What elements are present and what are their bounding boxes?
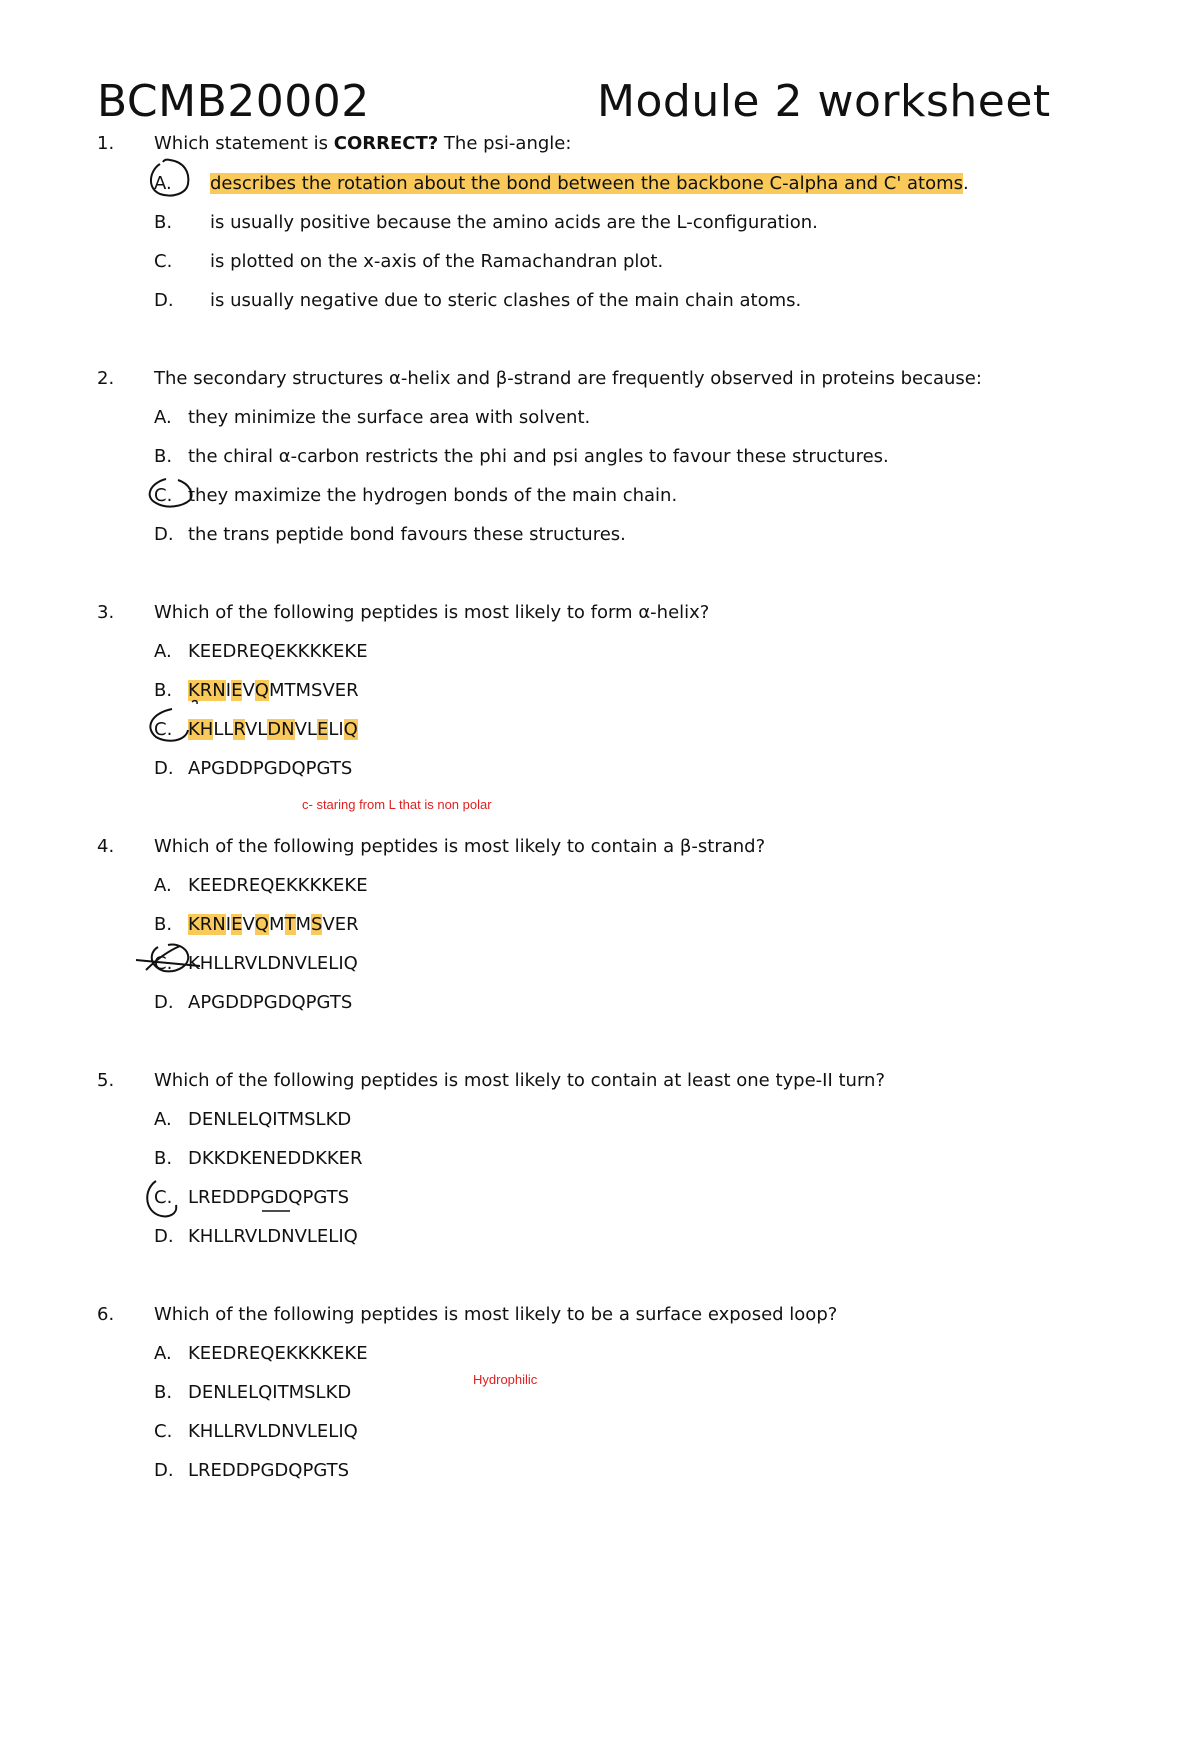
q4-option-c-letter: C.	[154, 953, 173, 974]
question-5-number: 5.	[97, 1070, 115, 1091]
q3-option-d-text: APGDDPGDQPGTS	[188, 758, 353, 779]
question-4-text: Which of the following peptides is most likely to contain a β-strand?	[154, 836, 766, 857]
highlighted-answer: describes the rotation about the bond between the backbone C-alpha and C' atoms	[210, 173, 964, 194]
q6-option-b-text: DENLELQITMSLKD	[188, 1382, 352, 1403]
q6-option-c-letter: C.	[154, 1421, 173, 1442]
q6-option-b-letter: B.	[154, 1382, 173, 1403]
q3-option-b-letter: B.	[154, 680, 173, 701]
q1-option-b-letter: B.	[154, 212, 173, 233]
q5-option-b-letter: B.	[154, 1148, 173, 1169]
q3-option-c-letter: C.	[154, 719, 173, 740]
q4-option-c-text: KHLLRVLDNVLELIQ	[188, 953, 358, 974]
q6-option-c-text: KHLLRVLDNVLELIQ	[188, 1421, 358, 1442]
question-1-text: Which statement is CORRECT? The psi-angle:	[154, 133, 572, 154]
question-2-text: The secondary structures α-helix and β-strand are frequently observed in proteins because:	[154, 368, 982, 389]
q4-option-d-text: APGDDPGDQPGTS	[188, 992, 353, 1013]
worksheet-title: Module 2 worksheet	[597, 76, 1051, 127]
q2-option-d-letter: D.	[154, 524, 174, 545]
annotation-nonpolar: c- staring from L that is non polar	[302, 797, 492, 812]
q4-option-b-text: KRNIEVQMTMSVER	[188, 914, 359, 935]
q2-option-c-text: they maximize the hydrogen bonds of the main chain.	[188, 485, 678, 506]
q2-option-b-letter: B.	[154, 446, 173, 467]
q2-option-d-text: the trans peptide bond favours these structures.	[188, 524, 626, 545]
q6-option-a-letter: A.	[154, 1343, 172, 1364]
question-1-number: 1.	[97, 133, 115, 154]
question-4-number: 4.	[97, 836, 115, 857]
q6-option-d-text: LREDDPGDQPGTS	[188, 1460, 350, 1481]
q4-option-a-letter: A.	[154, 875, 172, 896]
q3-option-c-text: KHLLRVLDNVLELIQ	[188, 719, 358, 740]
q3-option-a-letter: A.	[154, 641, 172, 662]
question-6-text: Which of the following peptides is most likely to be a surface exposed loop?	[154, 1304, 838, 1325]
q4-option-b-letter: B.	[154, 914, 173, 935]
q5-option-d-letter: D.	[154, 1226, 174, 1247]
q2-option-a-letter: A.	[154, 407, 172, 428]
question-6-number: 6.	[97, 1304, 115, 1325]
q5-option-a-text: DENLELQITMSLKD	[188, 1109, 352, 1130]
q4-option-d-letter: D.	[154, 992, 174, 1013]
q5-option-a-letter: A.	[154, 1109, 172, 1130]
q3-option-b-text: KRNIEVQMTMSVER	[188, 680, 359, 701]
q1-option-a-letter: A.	[154, 173, 172, 194]
annotation-hydrophilic: Hydrophilic	[473, 1372, 538, 1387]
q6-option-a-text: KEEDREQEKKKKEKE	[188, 1343, 368, 1364]
question-5-text: Which of the following peptides is most likely to contain at least one type-II turn?	[154, 1070, 886, 1091]
q5-option-c-text: LREDDPGDQPGTS	[188, 1187, 350, 1208]
q2-option-a-text: they minimize the surface area with solvent.	[188, 407, 591, 428]
q2-option-b-text: the chiral α-carbon restricts the phi and psi angles to favour these structures.	[188, 446, 889, 467]
q1-option-a-text: describes the rotation about the bond between the backbone C-alpha and C' atoms.	[210, 173, 969, 194]
q1-option-c-text: is plotted on the x-axis of the Ramachandran plot.	[210, 251, 664, 272]
q1-option-d-letter: D.	[154, 290, 174, 311]
q1-option-d-text: is usually negative due to steric clashes of the main chain atoms.	[210, 290, 802, 311]
q3-option-d-letter: D.	[154, 758, 174, 779]
q5-option-b-text: DKKDKENEDDKKER	[188, 1148, 363, 1169]
q5-option-c-letter: C.	[154, 1187, 173, 1208]
course-code: BCMB20002	[97, 76, 370, 127]
q1-option-c-letter: C.	[154, 251, 173, 272]
q5-option-d-text: KHLLRVLDNVLELIQ	[188, 1226, 358, 1247]
q4-option-a-text: KEEDREQEKKKKEKE	[188, 875, 368, 896]
question-3-text: Which of the following peptides is most likely to form α-helix?	[154, 602, 710, 623]
q1-option-b-text: is usually positive because the amino acids are the L-configuration.	[210, 212, 818, 233]
q6-option-d-letter: D.	[154, 1460, 174, 1481]
question-3-number: 3.	[97, 602, 115, 623]
q2-option-c-letter: C.	[154, 485, 173, 506]
question-2-number: 2.	[97, 368, 115, 389]
q3-option-a-text: KEEDREQEKKKKEKE	[188, 641, 368, 662]
q3-stray-mark	[192, 701, 197, 704]
